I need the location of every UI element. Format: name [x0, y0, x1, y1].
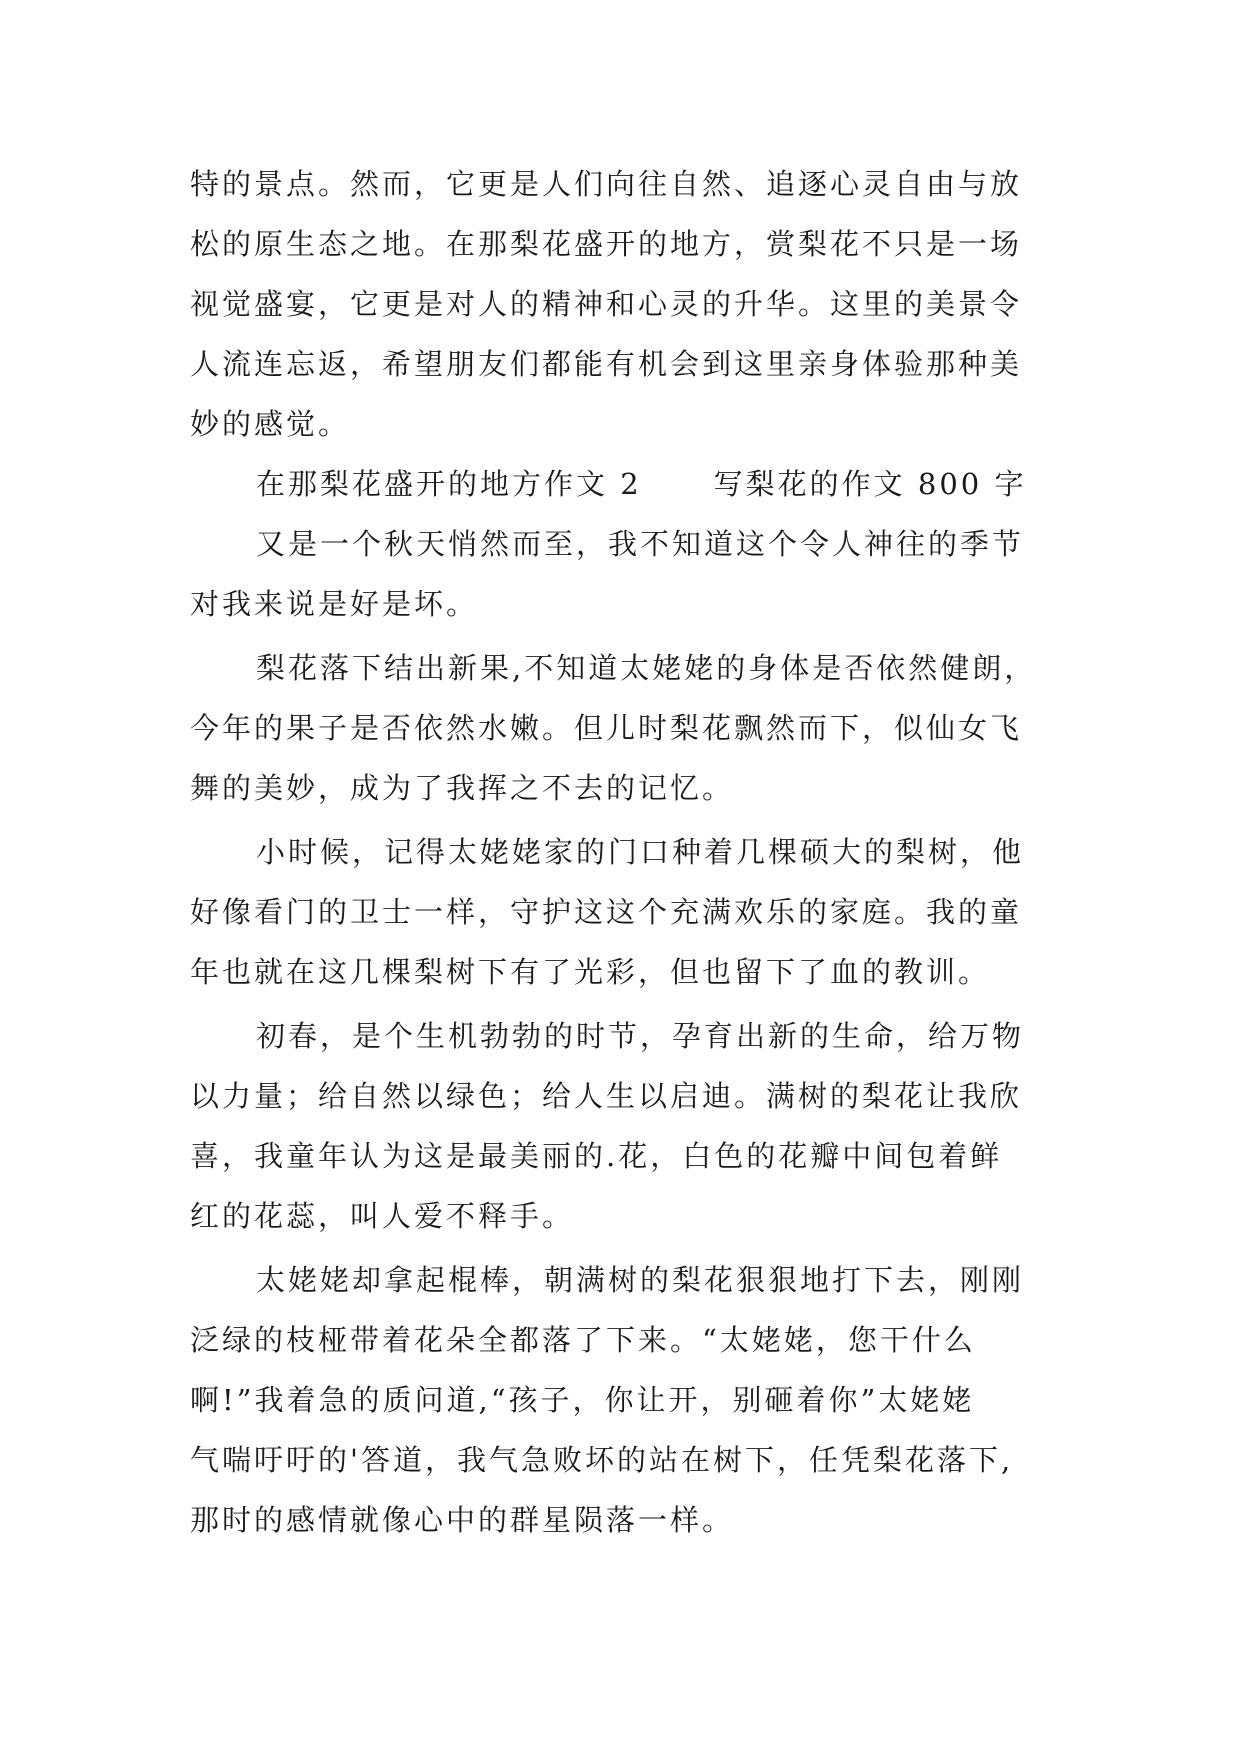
text-line: 那时的感情就像心中的群星陨落一样。 [190, 1503, 735, 1537]
text-line: 以力量；给自然以绿色；给人生以启迪。满树的梨花让我欣 [190, 1079, 1023, 1113]
text-line: 特的景点。然而，它更是人们向往自然、追逐心灵自由与放 [190, 167, 1023, 201]
text-line: 红的花蕊，叫人爱不释手。 [190, 1199, 575, 1233]
text-line: 视觉盛宴，它更是对人的精神和心灵的升华。这里的美景令 [190, 287, 1023, 321]
section-title: 在那梨花盛开的地方作文 2 [256, 467, 642, 501]
paragraph-5 [190, 1250, 1060, 1550]
text-line: 好像看门的卫士一样，守护这这个充满欢乐的家庭。我的童 [190, 895, 1023, 929]
text-line: 对我来说是好是坏。 [190, 587, 479, 621]
paragraph-3 [190, 822, 1060, 1002]
text-line: 小时候，记得太姥姥家的门口种着几棵硕大的梨树，他 [256, 835, 1025, 869]
text-line: 今年的果子是否依然水嫩。但儿时梨花飘然而下，似仙女飞 [190, 711, 1023, 745]
text-line: 又是一个秋天悄然而至，我不知道这个令人神往的季节 [256, 527, 1025, 561]
section-subtitle: 写梨花的作文 800 字 [713, 467, 1027, 501]
text-line: 泛绿的枝桠带着花朵全都落了下来。“太姥姥，您干什么 [190, 1323, 976, 1357]
text-line: 年也就在这几棵梨树下有了光彩，但也留下了血的教训。 [190, 955, 991, 989]
text-line: 太姥姥却拿起棍棒，朝满树的梨花狠狠地打下去，刚刚 [256, 1263, 1025, 1297]
paragraph-4 [190, 1006, 1060, 1246]
text-line: 妙的感觉。 [190, 407, 351, 441]
document-body [190, 154, 1060, 1550]
paragraph-1 [190, 514, 1060, 634]
text-line: 初春，是个生机勃勃的时节，孕育出新的生命，给万物 [256, 1019, 1025, 1053]
text-line: 松的原生态之地。在那梨花盛开的地方，赏梨花不只是一场 [190, 227, 1023, 261]
text-line: 梨花落下结出新果,不知道太姥姥的身体是否依然健朗， [256, 651, 1037, 685]
text-line: 舞的美妙，成为了我挥之不去的记忆。 [190, 771, 735, 805]
text-line: 人流连忘返，希望朋友们都能有机会到这里亲身体验那种美 [190, 347, 1023, 381]
text-line: 气喘吁吁的'答道，我气急败坏的站在树下，任凭梨花落下, [190, 1443, 1014, 1477]
text-line: 啊!”我着急的质问道,“孩子，你让开，别砸着你”太姥姥 [190, 1383, 975, 1417]
text-line: 喜，我童年认为这是最美丽的.花，白色的花瓣中间包着鲜 [190, 1139, 1003, 1173]
section-heading [190, 454, 1060, 514]
paragraph-2 [190, 638, 1060, 818]
